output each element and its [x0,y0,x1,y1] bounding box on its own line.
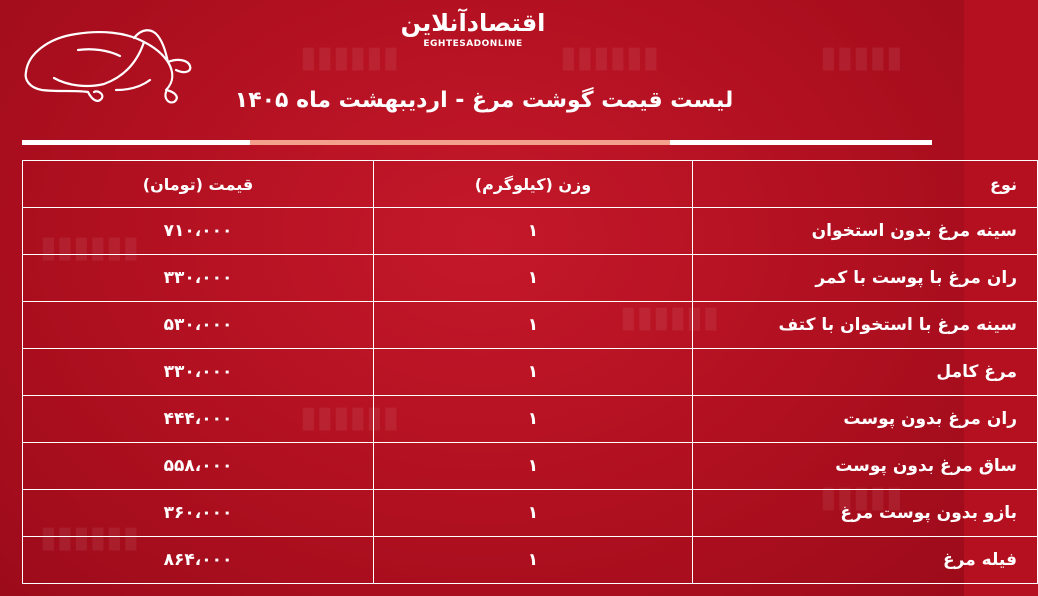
cell-type: فیله مرغ [693,537,1038,584]
cell-type: ران مرغ با پوست با کمر [693,255,1038,302]
cell-weight: ۱ [374,537,693,584]
cell-price: ۳۳۰،۰۰۰ [23,255,374,302]
watermark: ▮▮▮▮▮▮ [40,230,140,265]
cell-type: بازو بدون پوست مرغ [693,490,1038,537]
header-weight: وزن (کیلوگرم) [374,161,693,208]
brand-logo [398,8,548,58]
watermark: ▮▮▮▮▮ [820,40,903,75]
cell-price: ۵۳۰،۰۰۰ [23,302,374,349]
cell-price: ۴۴۴،۰۰۰ [23,396,374,443]
watermark: ▮▮▮▮▮ [820,480,903,515]
cell-weight: ۱ [374,396,693,443]
watermark: ▮▮▮▮▮▮ [620,300,720,335]
table-row [23,302,1038,349]
table-row [23,255,1038,302]
cell-type: مرغ کامل [693,349,1038,396]
title-divider-accent [250,140,670,145]
cell-weight: ۱ [374,208,693,255]
cell-price: ۳۶۰،۰۰۰ [23,490,374,537]
cell-weight: ۱ [374,349,693,396]
header-type: نوع [693,161,1038,208]
cell-price: ۷۱۰،۰۰۰ [23,208,374,255]
cell-price: ۸۶۴،۰۰۰ [23,537,374,584]
roast-chicken-icon [18,20,196,108]
table-row [23,490,1038,537]
table-row [23,443,1038,490]
cell-weight: ۱ [374,302,693,349]
watermark: ▮▮▮▮▮▮ [300,400,400,435]
table-row [23,349,1038,396]
cell-type: ساق مرغ بدون پوست [693,443,1038,490]
cell-price: ۵۵۸،۰۰۰ [23,443,374,490]
brand-name-fa: اقتصادآنلاین [400,9,546,37]
watermark: ▮▮▮▮▮▮ [300,40,400,75]
cell-weight: ۱ [374,255,693,302]
table-row [23,396,1038,443]
watermark: ▮▮▮▮▮▮ [560,40,660,75]
page-title: لیست قیمت گوشت مرغ - اردیبهشت ماه ۱۴۰۵ [234,88,734,113]
cell-type: سینه مرغ بدون استخوان [693,208,1038,255]
cell-weight: ۱ [374,490,693,537]
table-row [23,537,1038,584]
table-row [23,208,1038,255]
price-table [22,160,1038,584]
brand-name-en: EGHTESADONLINE [423,39,523,49]
watermark: ▮▮▮▮▮▮ [40,520,140,555]
cell-weight: ۱ [374,443,693,490]
table-header-row [23,161,1038,208]
header-price: قیمت (تومان) [23,161,374,208]
cell-type: ران مرغ بدون پوست [693,396,1038,443]
cell-type: سینه مرغ با استخوان با کتف [693,302,1038,349]
cell-price: ۳۳۰،۰۰۰ [23,349,374,396]
